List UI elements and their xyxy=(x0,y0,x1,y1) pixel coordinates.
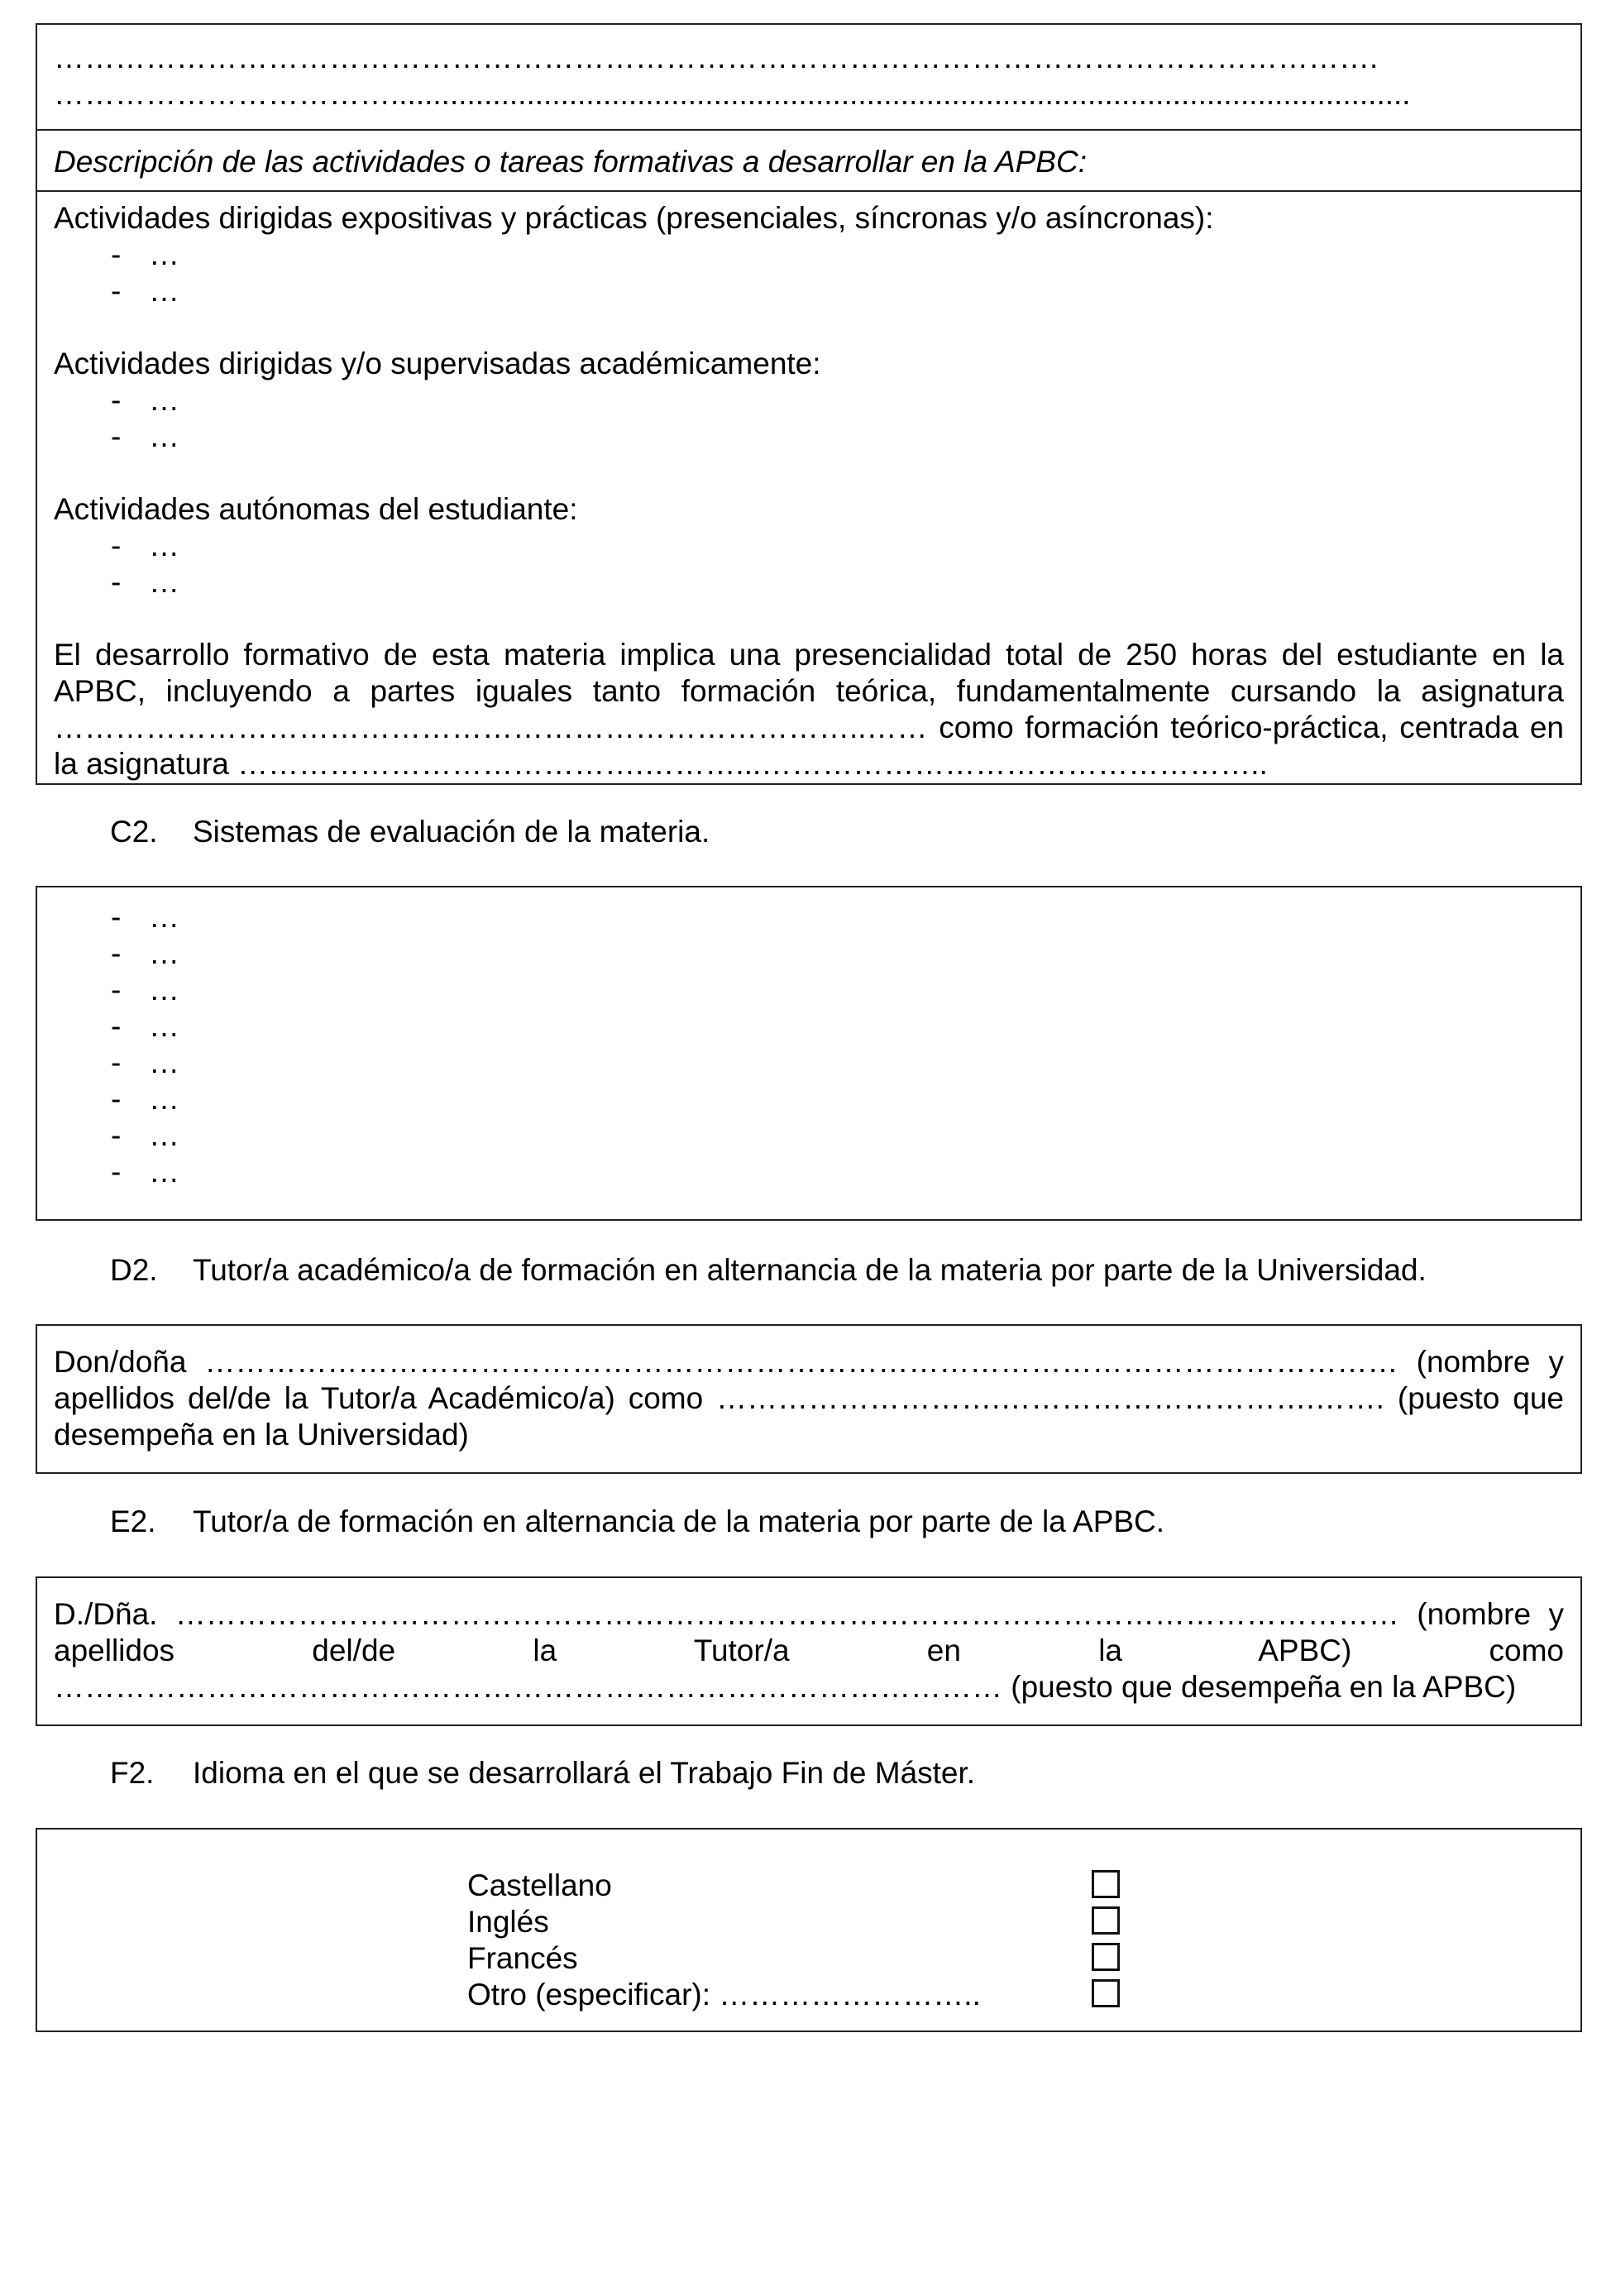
language-option-castellano: Castellano xyxy=(467,1868,612,1902)
apbc-tutor-text: D./Dña. ………………………………………………………………………………………………………… (nombre y apellidos del/de la Tutor/a en la APBC) como ………………………………………………………………………………… (puesto que desempeña en la APBC) xyxy=(54,1597,1564,1704)
evaluation-systems-box xyxy=(36,886,1582,1221)
activities-description-title: Descripción de las actividades o tareas formativas a desarrollar en la APBC: xyxy=(54,145,1087,179)
list-item: - … xyxy=(111,383,179,417)
list-item: - … xyxy=(111,529,179,562)
frances-checkbox[interactable] xyxy=(1092,1943,1120,1971)
autonomous-activities-title: Actividades autónomas del estudiante: xyxy=(54,492,578,526)
section-heading-f2: F2. Idioma en el que se desarrollará el Trabajo Fin de Máster. xyxy=(110,1756,976,1790)
language-option-otro: Otro (especificar): …………………….. xyxy=(467,1978,981,2011)
list-item: - … xyxy=(111,1082,179,1116)
list-item: - … xyxy=(111,237,179,271)
list-item: - … xyxy=(111,936,179,970)
castellano-checkbox[interactable] xyxy=(1092,1870,1120,1898)
list-item: - … xyxy=(111,1118,179,1152)
dotted-line: …………………………………………………………………………………………………………………. xyxy=(54,41,1379,74)
academic-tutor-text: Don/doña ……………………………………………………………………………………………………… (nombre y apellidos del/de la Tutor/a Académico/a) como ……………………….………………………….……. (puesto que desempeña en la Universidad) xyxy=(54,1345,1564,1452)
otro-checkbox[interactable] xyxy=(1092,1979,1120,2007)
language-box xyxy=(36,1828,1582,2032)
language-option-ingles: Inglés xyxy=(467,1905,549,1939)
apbc-tutor-box xyxy=(36,1576,1582,1726)
list-item: - … xyxy=(111,274,179,308)
directed-activities-title: Actividades dirigidas expositivas y prácticas (presenciales, síncronas y/o asíncronas): xyxy=(54,201,1214,235)
list-item: - … xyxy=(111,1155,179,1189)
list-item: - … xyxy=(111,973,179,1007)
activities-box xyxy=(36,23,1582,785)
list-item: - … xyxy=(111,1045,179,1079)
section-heading-e2: E2. Tutor/a de formación en alternancia de la materia por parte de la APBC. xyxy=(110,1504,1165,1538)
ingles-checkbox[interactable] xyxy=(1092,1906,1120,1935)
dotted-line: ……………………………........................................................................................................................ xyxy=(54,77,1411,111)
supervised-activities-title: Actividades dirigidas y/o supervisadas académicamente: xyxy=(54,347,821,380)
academic-tutor-box xyxy=(36,1324,1582,1474)
list-item: - … xyxy=(111,900,179,934)
language-option-frances: Francés xyxy=(467,1941,578,1975)
section-heading-d2: D2. Tutor/a académico/a de formación en alternancia de la materia por parte de la Universidad. xyxy=(110,1253,1427,1287)
list-item: - … xyxy=(111,565,179,599)
section-heading-c2: C2. Sistemas de evaluación de la materia. xyxy=(110,815,710,849)
presentiality-paragraph: El desarrollo formativo de esta materia implica una presencialidad total de 250 horas del estudiante en la APBC, incluyendo a partes iguales tanto formación teórica, fundamentalmente cursando la asignatura ……………………………………………………………………..…… como formación teórico-práctica, centrada en la asignatura ………………………………….………...………………………………………….. xyxy=(54,638,1564,781)
list-item: - … xyxy=(111,1009,179,1043)
list-item: - … xyxy=(111,419,179,453)
